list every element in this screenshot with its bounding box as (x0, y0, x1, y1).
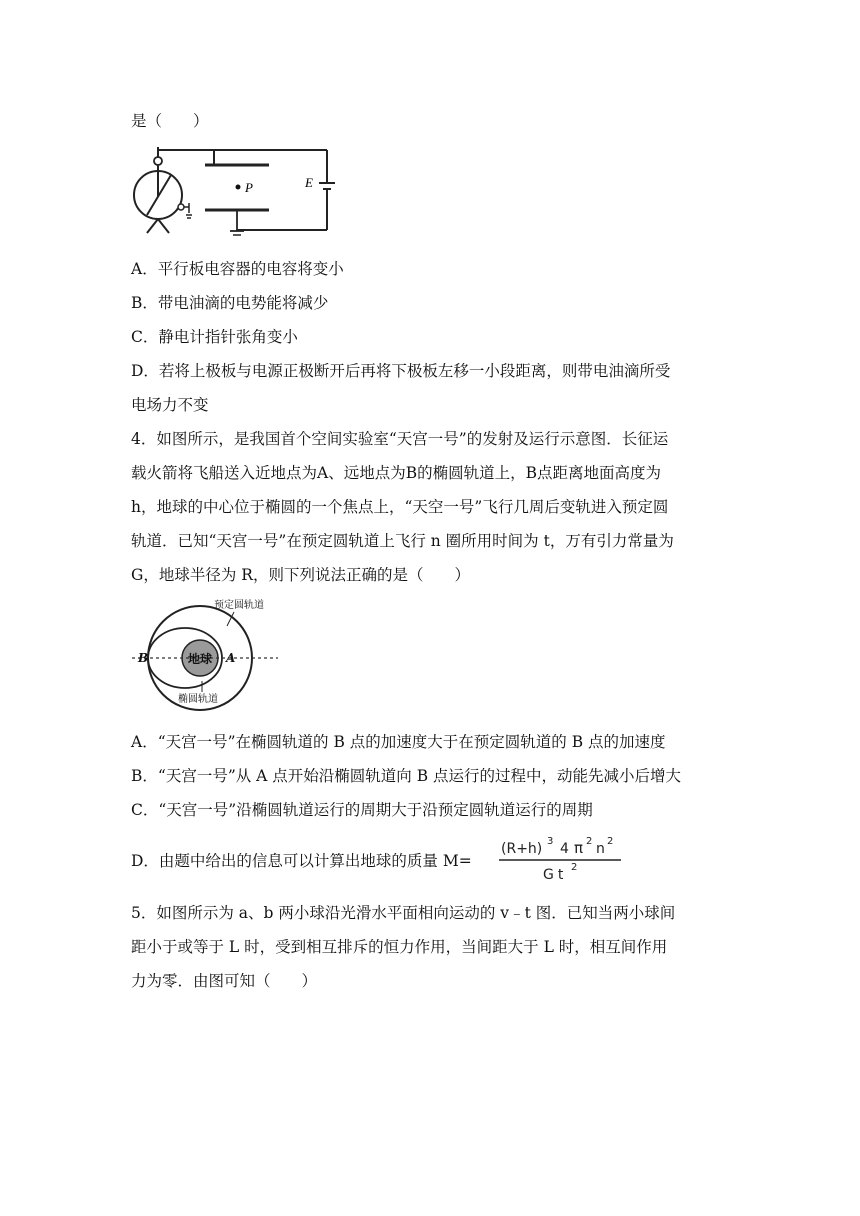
formula-exp-2b: 2 (607, 836, 614, 847)
mass-formula (497, 831, 625, 887)
label-ellipse-orbit: 椭圆轨道 (178, 694, 218, 705)
q5-stem-line-3: 力为零．由图可知（ ） (131, 972, 318, 990)
q4-option-d: D．由题中给出的信息可以计算出地球的质量 M= (131, 852, 472, 870)
q4-stem-line-1: 4．如图所示，是我国首个空间实验室“天宫一号”的发射及运行示意图．长征运 (131, 430, 669, 448)
label-a: A (226, 651, 236, 665)
label-circle-orbit: 预定圆轨道 (214, 600, 264, 611)
label-earth: 地球 (188, 652, 213, 666)
q3-option-d: D．若将上极板与电源正极断开后再将下极板左移一小段距离，则带电油滴所受 (131, 362, 671, 380)
label-e: E (305, 175, 313, 190)
label-b: B (138, 651, 149, 665)
q3-option-b: B．带电油滴的电势能将减少 (131, 294, 329, 312)
formula-exp-2a: 2 (586, 836, 593, 847)
formula-denominator: Gt (543, 867, 568, 883)
q3-option-a: A．平行板电容器的电容将变小 (131, 260, 344, 278)
q4-stem-line-5: G，地球半径为 R，则下列说法正确的是（ ） (131, 566, 470, 584)
q4-stem-line-2: 载火箭将飞船送入近地点为A、远地点为B的椭圆轨道上，B点距离地面高度为 (131, 464, 661, 482)
q4-option-b: B．“天宫一号”从 A 点开始沿椭圆轨道向 B 点运行的过程中，动能先减小后增大 (131, 767, 682, 785)
formula-four: 4 (560, 841, 569, 857)
formula-exp-3: 3 (547, 836, 554, 847)
q4-stem-line-3: h，地球的中心位于椭圆的一个焦点上，“天空一号”飞行几周后变轨进入预定圆 (131, 498, 669, 516)
orbit-figure (130, 596, 280, 716)
q5-stem-line-1: 5．如图所示为 a、b 两小球沿光滑水平面相向运动的 v﹣t 图．已知当两小球间 (131, 904, 676, 922)
formula-numerator: (R+h) (501, 841, 543, 857)
q5-stem-line-2: 距小于或等于 L 时，受到相互排斥的恒力作用，当间距大于 L 时，相互间作用 (131, 938, 668, 956)
q4-stem-line-4: 轨道．已知“天宫一号”在预定圆轨道上飞行 n 圈所用时间为 t，万有引力常量为 (131, 532, 674, 550)
formula-exp-2c: 2 (571, 862, 578, 873)
label-p: P (245, 180, 253, 195)
formula-pi: π (574, 839, 584, 857)
q4-option-c: C．“天宫一号”沿椭圆轨道运行的周期大于沿预定圆轨道运行的周期 (131, 801, 593, 819)
capacitor-circuit-figure (129, 143, 339, 243)
formula-n: n (596, 841, 605, 857)
q4-option-a: A．“天宫一号”在椭圆轨道的 B 点的加速度大于在预定圆轨道的 B 点的加速度 (131, 733, 666, 751)
q3-stem-tail: 是（ ） (131, 112, 209, 130)
q3-option-d-cont: 电场力不变 (131, 396, 209, 414)
q3-option-c: C．静电计指针张角变小 (131, 328, 298, 346)
